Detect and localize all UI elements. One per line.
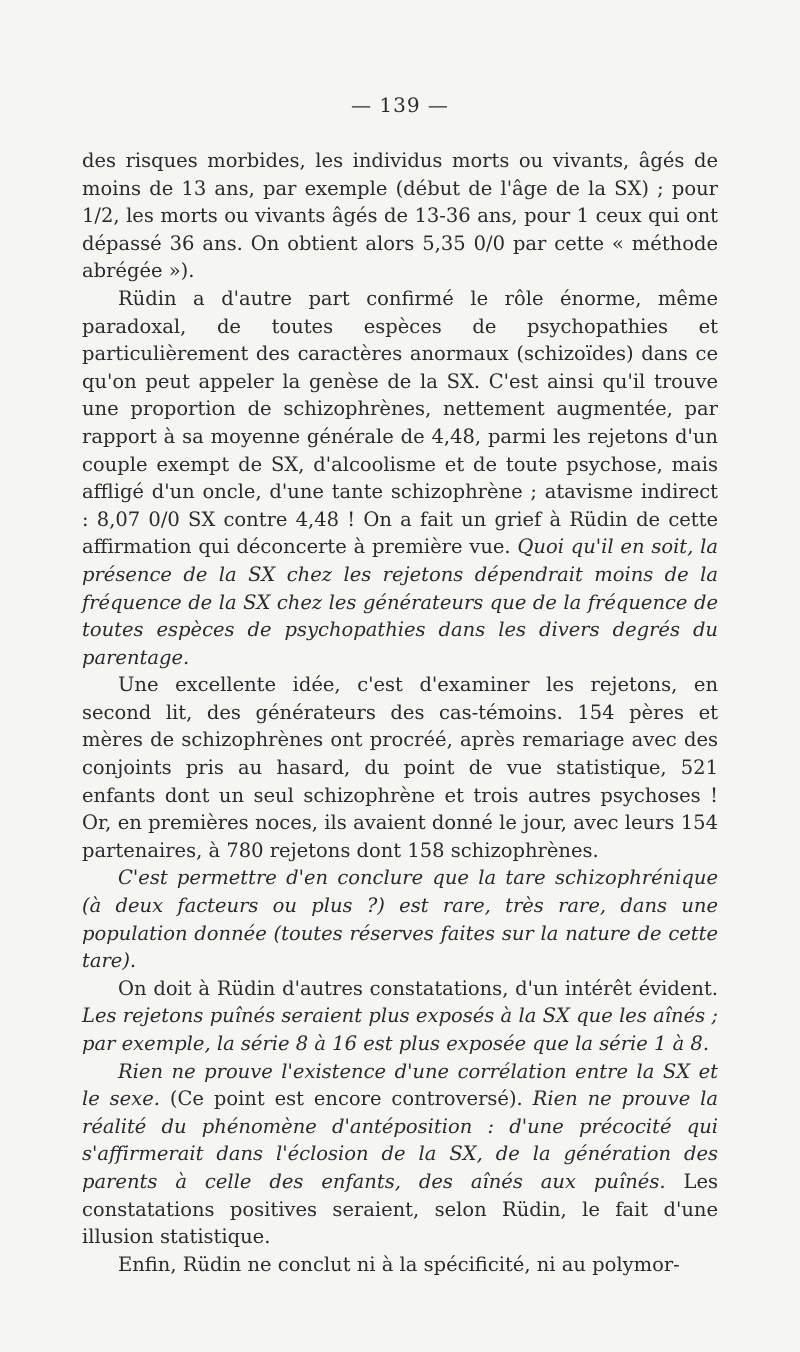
paragraph xyxy=(82,285,718,671)
italic-text: Rien ne prouve la réalité du phénomène d'antéposition : d'une précocité qui s'affirmerait dans l'éclosion de la SX, de la génération des parents à celle des enfants, des aînés aux puînés. xyxy=(82,1087,718,1193)
body-text xyxy=(82,147,718,1278)
paragraph xyxy=(82,1251,718,1279)
page-number: — 139 — xyxy=(351,93,449,117)
text-segment: On doit à Rüdin d'autres constatations, d'un intérêt évident. xyxy=(118,976,718,1000)
paragraph xyxy=(82,975,718,1058)
paragraph xyxy=(82,1058,718,1251)
italic-text: Les rejetons puînés seraient plus exposés à la SX que les aînés ; par exemple, la série 8 à 16 est plus exposée que la série 1 à 8. xyxy=(82,1004,718,1055)
italic-text: Rien ne prouve l'existence d'une corrélation entre la SX et le sexe. xyxy=(82,1059,718,1111)
text-segment: des risques morbides, les individus morts ou vivants, âgés de moins de 13 ans, par exemple (début de l'âge de la SX) ; pour 1/2, les morts ou vivants âgés de 13-36 ans, pour 1 ceux qui ont dépassé 36 ans. On obtient alors 5,35 0/0 par cette « méthode abrégée »). xyxy=(82,149,718,283)
text-segment: Rüdin a d'autre part confirmé le rôle énorme, même paradoxal, de toutes espèces de psychopathies et particulièrement des caractères anormaux (schizoïdes) dans ce qu'on peut appeler la genèse de la SX. C'est ainsi qu'il trouve une proportion de schizophrènes, nettement augmentée, par rapport à sa moyenne générale de 4,48, parmi les rejetons d'un couple exempt de SX, d'alcoolisme et de toute psychose, mais affligé d'un oncle, d'une tante schizophrène ; atavisme indirect : 8,07 0/0 SX contre 4,48 ! On a fait un grief à Rüdin de cette affirmation qui déconcerte à première vue. xyxy=(82,286,718,559)
text-segment: Une excellente idée, c'est d'examiner les rejetons, en second lit, des générateurs des cas-témoins. 154 pères et mères de schizophrènes ont procréé, après remariage avec des conjoints pris au hasard, du point de vue statistique, 521 enfants dont un seul schizophrène et trois autres psychoses ! Or, en premières noces, ils avaient donné le jour, avec leurs 154 partenaires, à 780 rejetons dont 158 schizophrènes. xyxy=(82,673,718,862)
text-segment: (Ce point est encore controversé). xyxy=(159,1087,533,1111)
text-segment: Les constatations positives seraient, selon Rüdin, le fait d'une illusion statistique. xyxy=(82,1169,718,1249)
paragraph xyxy=(82,147,718,285)
text-segment: Enfin, Rüdin ne conclut ni à la spécificité, ni au polymor- xyxy=(118,1252,680,1276)
paragraph xyxy=(82,671,718,864)
italic-text: Quoi qu'il en soit, la présence de la SX chez les rejetons dépendrait moins de la fréquence de la SX chez les générateurs que de la fréquence de toutes espèces de psychopathies dans les divers degrés du parentage. xyxy=(82,535,718,669)
italic-text: C'est permettre d'en conclure que la tare schizophrénique (à deux facteurs ou plus ?) est rare, très rare, dans une population donnée (toutes réserves faites sur la nature de cette tare). xyxy=(82,866,718,973)
paragraph xyxy=(82,864,718,974)
